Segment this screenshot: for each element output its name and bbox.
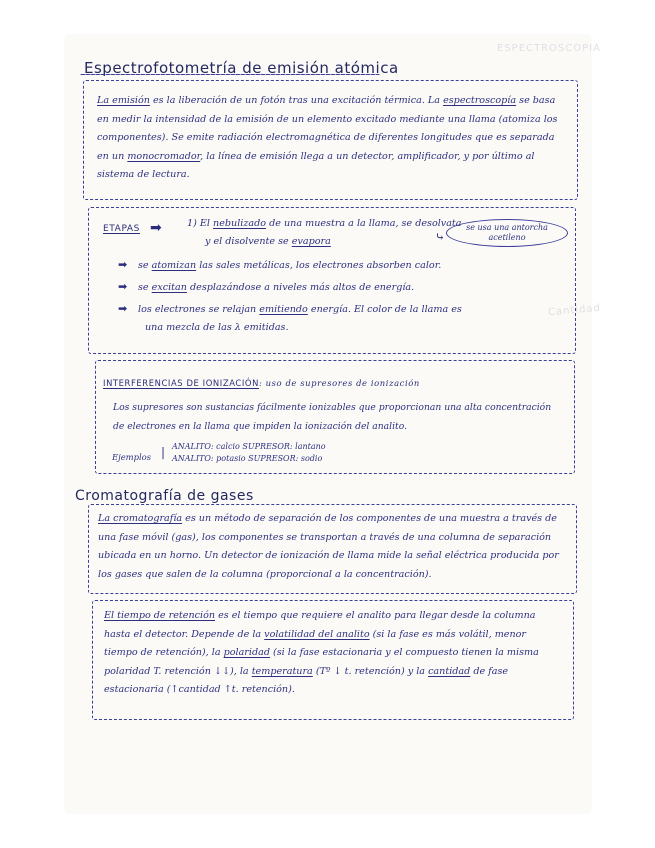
retencion-text-2: (si la fase es más volátil, menor tiempo de retención), la — [104, 628, 527, 658]
term-volatilidad: volatilidad del analito — [264, 628, 370, 640]
examples-label: Ejemplos — [112, 452, 151, 462]
term-polaridad: polaridad — [223, 647, 270, 658]
curved-arrow-icon: ⤷ — [435, 230, 446, 244]
step-text: de una muestra a la llama, se desolvata — [266, 218, 462, 229]
title-underline — [80, 74, 380, 75]
intro-paragraph — [97, 92, 567, 185]
etapas-last-line: una mezcla de las λ emitidas. — [145, 322, 289, 333]
bullet-3-pre: los electrones se relajan — [138, 304, 260, 315]
interferencias-label: INTERFERENCIAS DE IONIZACIÓN — [103, 378, 259, 388]
example-2: ANALITO: potasio SUPRESOR: sodio — [172, 454, 323, 463]
intro-text-2: se basa en medir la intensidad de la emisión de un elemento excitado mediante una llama (atomiza los componentes). Se emite radiación electromagnética de diferentes longitudes que es separada en un — [97, 95, 558, 162]
term-temperatura: temperatura — [251, 665, 313, 677]
term-espectroscopia: espectroscopía — [443, 95, 517, 106]
retencion-paragraph — [104, 607, 562, 700]
arrow-bullet-icon: ➡ — [118, 258, 128, 271]
bleed-through-text: Cantidad — [547, 302, 602, 319]
term-nebulizado: nebulizado — [213, 218, 267, 229]
etapas-step-line — [187, 218, 462, 229]
intro-text: es la liberación de un fotón tras una excitación térmica. La — [149, 95, 444, 106]
arrow-icon: ➡ — [150, 220, 162, 236]
examples-divider: | — [161, 445, 166, 459]
etapas-bullet-1 — [138, 260, 441, 271]
etapas-bullet-2 — [138, 282, 414, 293]
retencion-text-5: de fase estacionaria (↑cantidad ↑t. retención). — [104, 665, 509, 695]
term-atomizan: atomizan — [151, 260, 197, 271]
bullet-2-post: desplazándose a niveles más altos de energía. — [186, 282, 415, 293]
etapas-step-line-2 — [205, 236, 331, 247]
retencion-text-3: (si la fase estacionaria y el compuesto tienen la misma polaridad T. retención ↓↓), la — [104, 647, 539, 677]
term-emision: La emisión — [97, 95, 150, 106]
retencion-text-4: (Tº ↓ t. retención) y la — [312, 665, 429, 677]
step-text-2: y el disolvente se — [205, 236, 292, 247]
term-excitan: excitan — [151, 282, 187, 293]
intro-text-3: , la línea de emisión llega a un detector, amplificador, y por último al sistema de lectura. — [97, 150, 535, 180]
bullet-1-pre: se — [138, 260, 152, 271]
section-title-cromatografia: Cromatografía de gases — [75, 488, 254, 504]
interferencias-label-tail: : uso de supresores de ionización — [258, 378, 420, 388]
arrow-bullet-icon: ➡ — [118, 280, 128, 293]
retencion-text-1: es el tiempo que requiere el analito para llegar desde la columna hasta el detector. Depende de la — [104, 610, 536, 640]
term-monocromador: monocromador — [127, 150, 201, 162]
term-evapora: evapora — [291, 236, 331, 247]
term-tiempo-retencion: El tiempo de retención — [104, 610, 216, 621]
term-emitiendo: emitiendo — [259, 304, 308, 315]
term-cantidad: cantidad — [428, 665, 471, 677]
cromatografia-text: es un método de separación de los componentes de una muestra a través de una fase móvil (gas), los componentes se transportan a través de una columna de separación ubicada en un horno. Un detector de ionización de llama mide la señal eléctrica producida por los gases que salen de la columna (proporcional a la concentración). — [98, 513, 559, 580]
interferencias-heading — [103, 378, 420, 388]
antorcha-note-oval: se usa una antorcha acetileno — [446, 219, 568, 247]
etapas-label: ETAPAS — [103, 224, 140, 234]
bullet-3-post: energía. El color de la llama es — [307, 304, 462, 315]
page-title: Espectrofotometría de emisión atómica — [84, 59, 399, 77]
interferencias-body: Los supresores son sustancias fácilmente ionizables que proporcionan una alta concentración de electrones en la llama que impiden la ionización del analito. — [113, 402, 552, 432]
cromatografia-paragraph — [98, 510, 566, 584]
term-cromatografia: La cromatografía — [98, 513, 183, 524]
bullet-1-post: las sales metálicas, los electrones absorben calor. — [196, 260, 442, 271]
arrow-bullet-icon: ➡ — [118, 302, 128, 315]
bleed-through-text: ESPECTROSCOPIA — [497, 43, 601, 54]
example-1: ANALITO: calcio SUPRESOR: lantano — [172, 442, 326, 451]
etapas-bullet-3 — [138, 304, 462, 315]
step-prefix: 1) El — [187, 218, 214, 229]
bullet-2-pre: se — [138, 282, 152, 293]
